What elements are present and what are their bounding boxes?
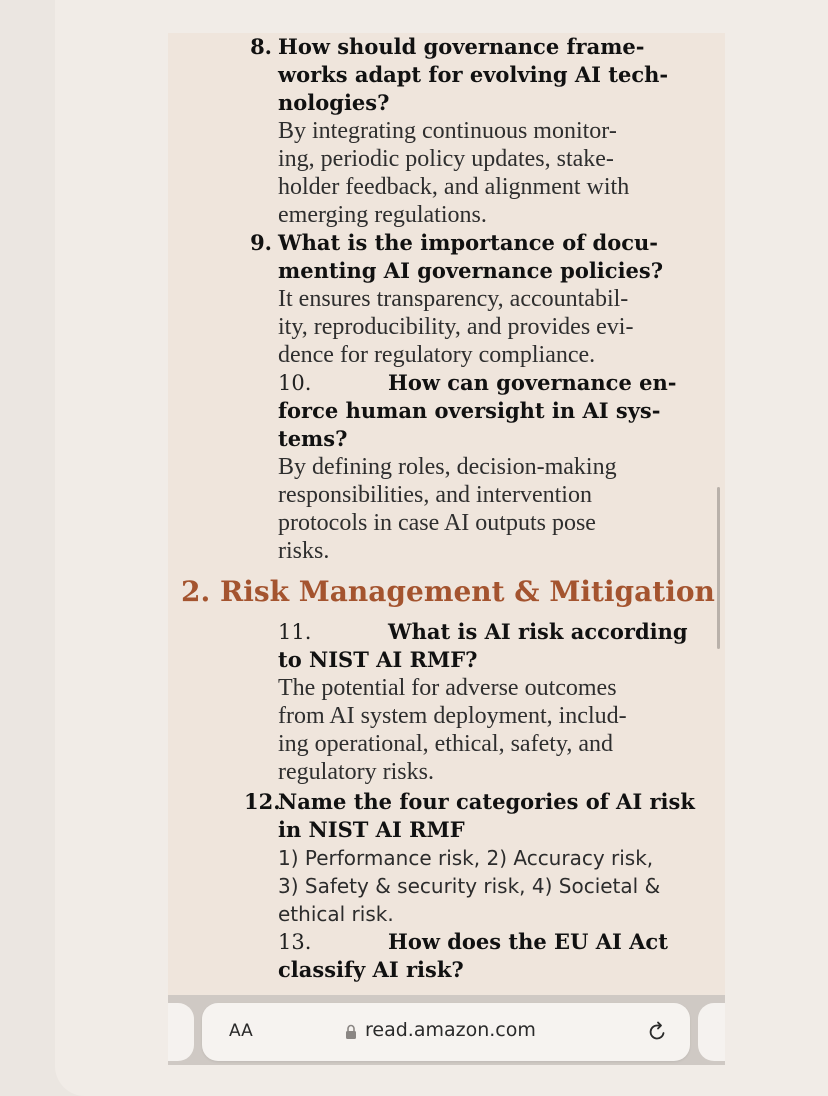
answer-10-line-4: risks. <box>278 538 330 564</box>
question-11-line-1: What is AI risk according <box>388 619 688 644</box>
text-size-button[interactable]: AA <box>229 1021 253 1041</box>
answer-9-line-3: dence for regulatory compliance. <box>278 342 596 368</box>
lock-icon <box>345 1024 357 1040</box>
answer-9-line-1: It ensures transparency, accountabil- <box>278 286 629 312</box>
question-number: 13. <box>278 930 312 954</box>
question-10-line-2: force human oversight in AI sys- <box>278 398 661 423</box>
answer-9-line-2: ity, reproducibility, and provides evi- <box>278 314 634 340</box>
question-13-line-2: classify AI risk? <box>278 957 464 982</box>
url-text: read.amazon.com <box>365 1019 536 1041</box>
question-12-line-2: in NIST AI RMF <box>278 817 465 842</box>
question-9-line-2: menting AI governance policies? <box>278 258 664 283</box>
answer-11-line-1: The potential for adverse outcomes <box>278 675 617 701</box>
answer-10-line-1: By defining roles, decision-making <box>278 454 617 480</box>
answer-8-line-1: By integrating continuous monitor- <box>278 118 617 144</box>
question-8-line-1: How should governance frame- <box>278 34 645 59</box>
answer-10-line-3: protocols in case AI outputs pose <box>278 510 596 536</box>
answer-10-line-2: responsibilities, and intervention <box>278 482 592 508</box>
answer-11-line-3: ing operational, ethical, safety, and <box>278 731 613 757</box>
question-number: 8. <box>250 34 272 59</box>
question-13-line-1: How does the EU AI Act <box>388 929 668 954</box>
answer-11-line-2: from AI system deployment, includ- <box>278 703 627 729</box>
book-page[interactable] <box>168 33 725 995</box>
question-12-line-1: Name the four categories of AI risk <box>278 789 695 814</box>
answer-12-line-1: 1) Performance risk, 2) Accuracy risk, <box>278 846 654 870</box>
question-10-line-1: How can governance en- <box>388 370 677 395</box>
reload-icon[interactable] <box>645 1020 669 1044</box>
answer-11-line-4: regulatory risks. <box>278 759 434 785</box>
question-number: 12. <box>244 789 281 814</box>
question-11-line-2: to NIST AI RMF? <box>278 647 478 672</box>
answer-8-line-3: holder feedback, and alignment with <box>278 174 630 200</box>
question-number: 11. <box>278 620 312 644</box>
next-tab[interactable] <box>698 1003 725 1061</box>
question-9-line-1: What is the importance of docu- <box>278 230 659 255</box>
address-bar[interactable] <box>202 1003 690 1061</box>
answer-12-line-2: 3) Safety & security risk, 4) Societal & <box>278 874 661 898</box>
previous-tab[interactable] <box>168 1003 194 1061</box>
section-heading: 2. Risk Management & Mitigation <box>181 575 715 608</box>
question-10-line-3: tems? <box>278 426 348 451</box>
answer-8-line-4: emerging regulations. <box>278 202 487 228</box>
answer-12-line-3: ethical risk. <box>278 902 394 926</box>
answer-8-line-2: ing, periodic policy updates, stake- <box>278 146 614 172</box>
question-8-line-3: nologies? <box>278 90 390 115</box>
question-number: 10. <box>278 371 312 395</box>
scrollbar[interactable] <box>717 487 720 649</box>
question-number: 9. <box>250 230 272 255</box>
question-8-line-2: works adapt for evolving AI tech- <box>278 62 669 87</box>
